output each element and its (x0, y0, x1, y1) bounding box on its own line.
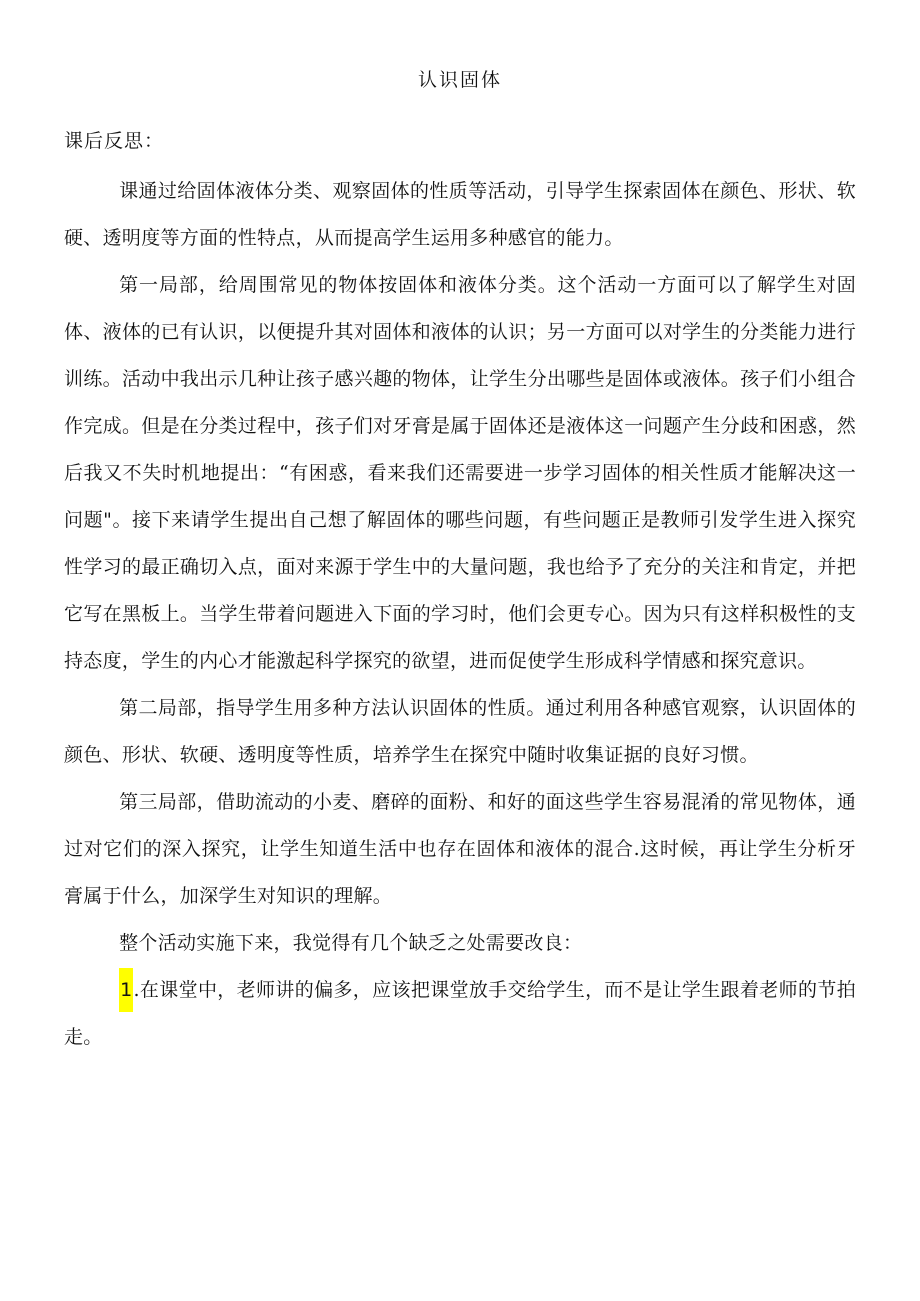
list-item (64, 967, 856, 1061)
paragraph-part-two: 第二局部，指导学生用多种方法认识固体的性质。通过利用各种感官观察，认识固体的颜色、形状、软硬、透明度等性质，培养学生在探究中随时收集证据的良好习惯。 (64, 697, 856, 766)
paragraph-intro: 课通过给固体液体分类、观察固体的性质等活动，引导学生探索固体在颜色、形状、软硬、透明度等方面的性特点，从而提高学生运用多种感官的能力。 (64, 180, 856, 249)
highlighted-item-number: 1 (119, 968, 133, 1012)
section-label: 课后反思： (64, 130, 165, 152)
body-text (64, 168, 856, 1061)
paragraph-part-one: 第一局部，给周围常见的物体按固体和液体分类。这个活动一方面可以了解学生对固体、液体的已有认识，以便提升其对固体和液体的认识；另一方面可以对学生的分类能力进行训练。活动中我出示几种让孩子感兴趣的物体，让学生分出哪些是固体或液体。孩子们小组合作完成。但是在分类过程中，孩子们对牙膏是属于固体还是液体这一问题产生分歧和困惑，然后我又不失时机地提出：“有困惑，看来我们还需要进一步学习固体的相关性质才能解决这一问题"。接下来请学生提出自己想了解固体的哪些问题，有些问题正是教师引发学生进入探究性学习的最正确切入点，面对来源于学生中的大量问题，我也给予了充分的关注和肯定，并把它写在黑板上。当学生带着问题进入下面的学习时，他们会更专心。因为只有这样积极性的支持态度，学生的内心才能激起科学探究的欲望，进而促使学生形成科学情感和探究意识。 (64, 274, 856, 672)
document-title: 认识固体 (417, 69, 502, 91)
paragraph-shortcomings: 整个活动实施下来，我觉得有几个缺乏之处需要改良： (119, 932, 583, 954)
paragraph-part-three: 第三局部，借助流动的小麦、磨碎的面粉、和好的面这些学生容易混淆的常见物体，通过对它们的深入探究，让学生知道生活中也存在固体和液体的混合.这时候，再让学生分析牙膏属于什么，加深学生对知识的理解。 (64, 791, 856, 907)
list-item-text: .在课堂中，老师讲的偏多，应该把课堂放手交给学生，而不是让学生跟着老师的节拍走。 (64, 979, 856, 1048)
